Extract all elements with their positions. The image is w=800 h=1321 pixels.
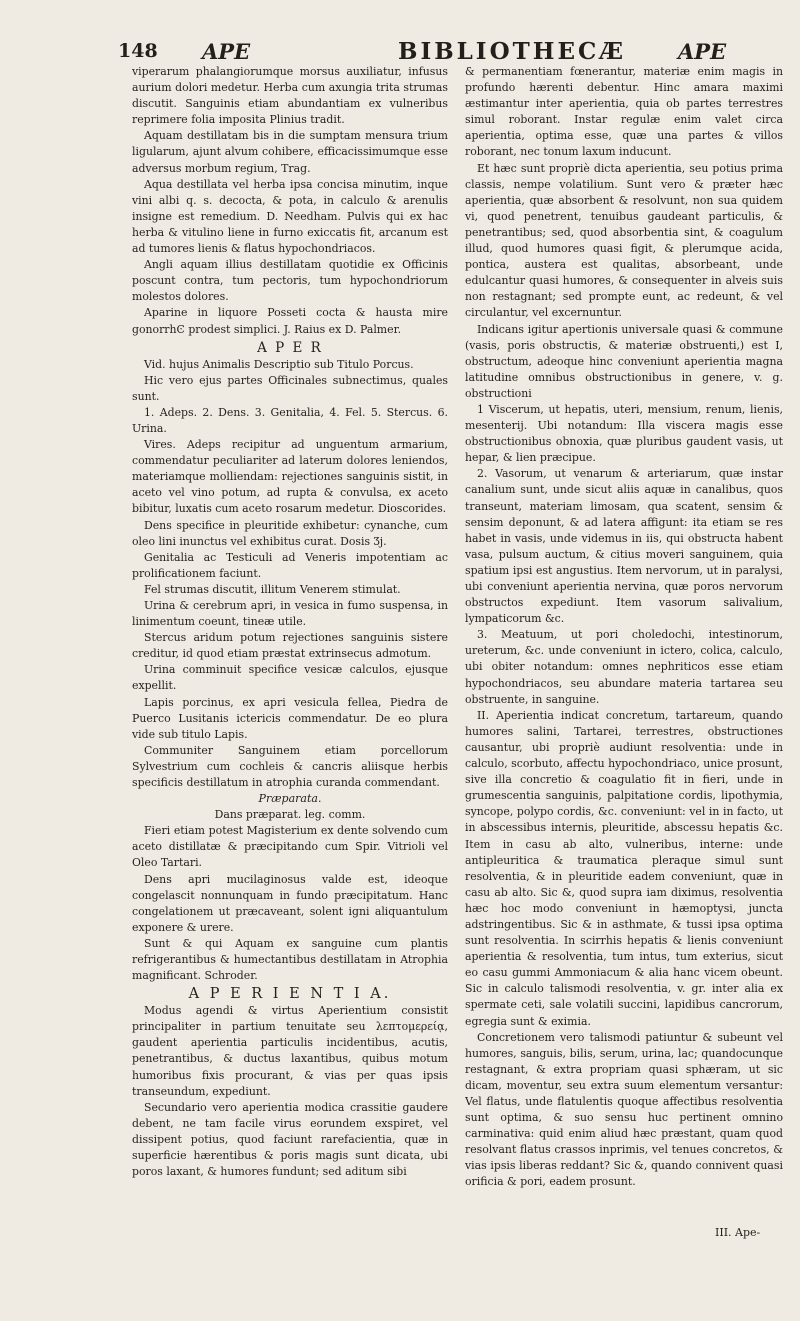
- paragraph: II. Aperientia indicat concretum, tartareum, quando humores salini, Tartarei, terrestres, obstructiones causantur, ubi propriè audiunt resolventia: unde in calculo, scorbuto, affectu hypochondriaco, unice prosunt, sive illa concretio & coagulatio fit in fieri, unde in grumescentia sanguinis, palpitatione cordis, lipothymia, syncope, polypo cordis, &c. conveniunt: vel in in facto, ut in abscessibus internis, pleuritide, abscessu hepatis &c. Item in casu ab alto, vulneribus, interne: unde antipleuritica & traumatica pleraque simul sunt resolventia, & in pleuritide eadem conveniunt, quæ in casu ab alto. Sic &, quod supra iam diximus, resolventia hæc hoc modo conveniunt in hæmoptysi, juncta adstringentibus. Sic & in asthmate, & tussi ipsa optima sunt resolventia. In scirrhis hepatis & lienis conveniunt aperientia & resolventia, tum intus, tum exterius, sicut eo casu gummi Ammoniacum & alia hanc vicem obeunt. Sic in calculo talismodi resolventia, v. gr. inter alia ex spermate ceti, sale volatili succini, lapidibus cancrorum, egregia sunt & eximia.: [465, 708, 783, 1028]
- paragraph: & permanentiam fœnerantur, materiæ enim magis in profundo hærenti debentur. Hinc amara maximi æstimantur inter aperientia, quia ob partes terrestres simul roborant. Instar regulæ enim valet circa aperientia, optima esse, quæ una partes & villos roborant, nec tonum laxum inducunt.: [465, 65, 783, 159]
- paragraph: Aquam destillatam bis in die sumptam mensura trium ligularum, ajunt alvum cohibere, efficacissimumque esse adversus morbum regium, Trag.: [132, 129, 448, 175]
- paragraph: 3. Meatuum, ut pori choledochi, intestinorum, ureterum, &c. unde conveniunt in ictero, colica, calculo, ubi obiter notandum: omnes nephriticos esse etiam hypochondriacos, seu abundare materia tartarea seu obstruente, in sanguine.: [465, 628, 783, 706]
- running-head-right: APE: [678, 39, 727, 64]
- paragraph: Stercus aridum potum rejectiones sanguinis sistere creditur, id quod etiam præstat extrinsecus admotum.: [132, 631, 448, 661]
- paragraph: Urina & cerebrum apri, in vesica in fumo suspensa, in linimentum coeunt, tineæ utile.: [132, 599, 448, 629]
- section-heading-aper: A P E R: [257, 339, 323, 356]
- paragraph: Lapis porcinus, ex apri vesicula fellea, Piedra de Puerco Lusitanis ictericis commendatur. De eo plura vide sub titulo Lapis.: [132, 695, 448, 741]
- paragraph: Dans præparat. leg. comm.: [214, 808, 366, 822]
- subheading-praeparata: Præparata.: [258, 792, 322, 806]
- paragraph: Dens specifice in pleuritide exhibetur: cynanche, cum oleo lini inunctus vel exhibitus curat. Dosis Ʒj.: [132, 518, 448, 548]
- section-heading-aperientia: A P E R I E N T I A.: [188, 986, 392, 1003]
- paragraph: Genitalia ac Testiculi ad Veneris impotentiam ac prolificationem faciunt.: [132, 550, 448, 580]
- paragraph: 2. Vasorum, ut venarum & arteriarum, quæ instar canalium sunt, unde sicut aliis aquæ in canalibus, quos transeunt, materiam limosam, qua scatent, sensim & sensim deponunt, & ad latera affigunt: ita etiam se res habet in vasis, unde videmus in iis, qui obstructa habent vasa, pulsum auctum, & citius moveri sanguinem, quia spatium ipsi est angustius. Item nervorum, ut in paralysi, ubi conveniunt aperientia nervina, quæ poros nervorum obstructos expediunt. Item vasorum salivalium, lympaticorum &c.: [465, 467, 783, 626]
- paragraph: Fieri etiam potest Magisterium ex dente solvendo cum aceto distillatæ & præcipitando cum Spir. Vitrioli vel Oleo Tartari.: [132, 824, 448, 870]
- paragraph: Vires. Adeps recipitur ad unguentum armarium, commendatur peculiariter ad laterum dolores leniendos, materiamque molliendam: rejectiones sanguinis sistit, in aceto vel vino potum, ad rupta & convulsa, ex aceto bibitur, luxatis cum aceto rosarum medetur. Dioscorides.: [132, 438, 448, 516]
- paragraph: Angli aquam illius destillatam quotidie ex Officinis poscunt contra, tum pectoris, tum hypochondriorum molestos dolores.: [132, 258, 448, 304]
- paragraph: 1 Viscerum, ut hepatis, uteri, mensium, renum, lienis, mesenterij. Ubi notandum: Illa viscera magis esse obstructionibus obnoxia, quæ pluribus gaudent vasis, ut hepar, & lien præcipue.: [465, 402, 783, 465]
- paragraph: viperarum phalangiorumque morsus auxiliatur, infusus aurium dolori medetur. Herba cum axungia trita strumas discutit. Sanguinis etiam abundantiam ex vulneribus reprimere folia imposita Plinius tradit.: [132, 65, 448, 127]
- paragraph: Aqua destillata vel herba ipsa concisa minutim, inque vini albi q. s. decocta, & pota, in calculo & arenulis insigne est remedium. D. Needham. Pulvis qui ex hac herba & vitulino liene in furno exiccatis fit, arcanum est ad tumores lienis & flatus hypochondriacos.: [132, 177, 448, 256]
- paragraph: Indicans igitur apertionis universale quasi & commune (vasis, poris obstructis, & materiæ obstruenti,) est I, obstructum, adeoque hinc conveniunt aperientia magna latitudine omnibus obstructionibus in genere, v. g. obstructioni: [465, 322, 783, 400]
- page-number: 148: [118, 40, 158, 62]
- paragraph: Aparine in liquore Posseti cocta & hausta mire gonorrhϾ prodest simplici. J. Raius ex D. Palmer.: [132, 306, 448, 336]
- running-title: BIBLIOTHECÆ: [398, 38, 627, 65]
- paragraph: Urina comminuit specifice vesicæ calculos, ejusque expellit.: [132, 663, 448, 693]
- paragraph: Concretionem vero talismodi patiuntur & subeunt vel humores, sanguis, bilis, serum, urina, lac; quandocunque restagnant, & extra propriam quasi sphæram, ut sic dicam, moventur, seu extra suum elementum versantur: Vel flatus, unde flatulentis quoque affectibus resolventia sunt optima, & suo sensu huc pertinent omnino carminativa: quid enim aliud hæc præstant, quam quod resolvant flatus crassos inprimis, vel tenues concretos, & vias ipsis liberas reddant? Sic &, quando connivent quasi orificia & pori, eadem prosunt.: [465, 1030, 783, 1189]
- paragraph: Modus agendi & virtus Aperientium consistit principaliter in partium tenuitate seu λεπτομερείᾳ, gaudent aperientia particulis incidentibus, acutis, penetrantibus, & ductus laxantibus, quibus motum humoribus fixis procurant, & vias per quas ipsis transeundum, expediunt.: [132, 1004, 448, 1098]
- paragraph: Secundario vero aperientia modica crassitie gaudere debent, ne tam facile virus eorundem exspiret, vel dissipent potius, quod faciunt rarefacientia, quæ in superficie hærentibus & poris magis sunt dicata, ubi poros laxant, & humores fundunt; sed aditum sibi: [132, 1100, 448, 1179]
- catchword: III. Ape-: [715, 1226, 761, 1239]
- running-head-left: APE: [202, 39, 251, 64]
- left-column: [132, 64, 448, 1262]
- right-column: [465, 64, 783, 1262]
- paragraph: Sunt & qui Aquam ex sanguine cum plantis refrigerantibus & humectantibus destillatam in Atrophia magnificant. Schroder.: [132, 936, 448, 983]
- paragraph: 1. Adeps. 2. Dens. 3. Genitalia, 4. Fel. 5. Stercus. 6. Urina.: [132, 405, 448, 435]
- paragraph: Fel strumas discutit, illitum Venerem stimulat.: [144, 582, 401, 596]
- paragraph: Et hæc sunt propriè dicta aperientia, seu potius prima classis, nempe volatilium. Sunt vero & præter hæc aperientia, quæ absorbent & resolvunt, non sua quidem vi, quod penetrent, tenuibus gaudeant particulis, & penetrantibus; sed, quod absorbentia sint, & coagulum illud, quod humores quasi figit, & plerumque acida, pontica, austera est qualitas, absorbeant, unde edulcantur quasi humores, & consequenter in alveis suis non restagnant; sed prompte eunt, ac redeunt, & vel circulantur, vel excernuntur.: [465, 161, 783, 320]
- paragraph: Hic vero ejus partes Officinales subnectimus, quales sunt.: [132, 373, 448, 403]
- paragraph: Vid. hujus Animalis Descriptio sub Titulo Porcus.: [144, 357, 414, 371]
- paragraph: Communiter Sanguinem etiam porcellorum Sylvestrium cum cochleis & cancris aliisque herbis specificis destillatum in atrophia curanda commendant.: [132, 743, 448, 790]
- paragraph: Dens apri mucilaginosus valde est, ideoque congelascit nonnunquam in fundo præcipitatum. Hanc congelationem ut præcaveant, solent igni aliquantulum exponere & urere.: [132, 872, 448, 934]
